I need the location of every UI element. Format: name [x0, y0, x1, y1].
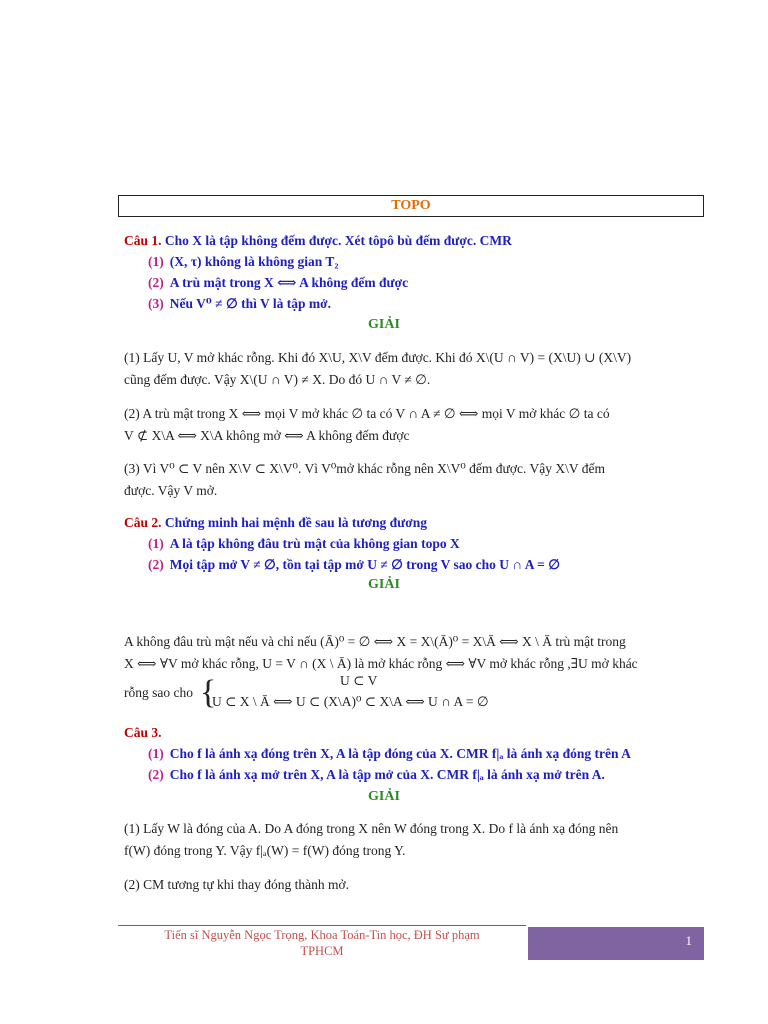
- item-text: A trù mật trong X ⟺ A không đếm được: [169, 275, 409, 290]
- q2-system-line: U ⊂ V: [340, 673, 378, 688]
- question-3-item-2: [148, 767, 605, 783]
- item-number: (2): [148, 557, 164, 572]
- q1-solution-line: (2) A trù mật trong X ⟺ mọi V mở khác ∅ ta có V ∩ A ≠ ∅ ⟺ mọi V mở khác ∅ ta có: [124, 406, 610, 421]
- footer-divider: [118, 925, 526, 926]
- solution-heading-2: GIẢI: [368, 577, 400, 592]
- solution-heading-3: GIẢI: [368, 789, 400, 804]
- q3-solution-line: (1) Lấy W là đóng của A. Do A đóng trong X nên W đóng trong X. Do f là ánh xạ đóng nên: [124, 821, 619, 836]
- solution-heading-1: GIẢI: [368, 317, 400, 332]
- question-2-item-1: [148, 536, 460, 552]
- q1-solution-line: cũng đếm được. Vậy X\(U ∩ V) ≠ X. Do đó U ∩ V ≠ ∅.: [124, 372, 431, 387]
- question-2-prompt: Chứng minh hai mệnh đề sau là tương đương: [164, 515, 427, 530]
- q1-solution-line: V ⊄ X\A ⟺ X\A không mở ⟺ A không đếm được: [124, 428, 410, 443]
- question-2-item-2: [148, 557, 560, 573]
- page-title: TOPO: [118, 195, 704, 217]
- question-1-item-3: [148, 296, 331, 312]
- footer-author: [118, 927, 526, 959]
- item-text: Cho f là ánh xạ đóng trên X, A là tập đóng của X. CMR f|ₐ là ánh xạ đóng trên A: [169, 746, 631, 761]
- question-3-item-1: [148, 746, 631, 762]
- question-1-item-1: [148, 254, 338, 270]
- item-number: (1): [148, 536, 164, 551]
- left-brace-icon: {: [200, 674, 217, 711]
- q3-solution-line: (2) CM tương tự khi thay đóng thành mở.: [124, 877, 350, 892]
- item-number: (3): [148, 296, 164, 311]
- q2-solution-line: rỗng sao cho: [124, 685, 193, 700]
- question-2-label: Câu 2.: [124, 515, 162, 530]
- question-1-item-2: [148, 275, 408, 291]
- q1-solution-line: được. Vậy V mở.: [124, 483, 218, 498]
- item-number: (2): [148, 275, 164, 290]
- q3-solution-line: f(W) đóng trong Y. Vậy f|ₐ(W) = f(W) đóng trong Y.: [124, 843, 406, 858]
- page-number: 1: [528, 927, 704, 960]
- question-1-heading: [124, 233, 512, 249]
- question-3-label: Câu 3.: [124, 725, 162, 740]
- q2-system-line: U ⊂ X \ Ā ⟺ U ⊂ (X\A)⁰ ⊂ X\A ⟺ U ∩ A = ∅: [212, 694, 489, 709]
- item-text: Cho f là ánh xạ mở trên X, A là tập mở của X. CMR f|ₐ là ánh xạ mở trên A.: [169, 767, 605, 782]
- footer-city-line: TPHCM: [300, 944, 344, 958]
- item-number: (2): [148, 767, 164, 782]
- item-number: (1): [148, 254, 164, 269]
- item-text: (X, τ) không là không gian T₂: [169, 254, 339, 269]
- question-1-label: Câu 1.: [124, 233, 162, 248]
- q1-solution-line: (3) Vì V⁰ ⊂ V nên X\V ⊂ X\V⁰. Vì V⁰mở khác rỗng nên X\V⁰ đếm được. Vậy X\V đếm: [124, 461, 605, 476]
- question-2-heading: [124, 515, 427, 531]
- question-3-heading: [124, 725, 162, 741]
- q2-solution-line: X ⟺ ∀V mở khác rỗng, U = V ∩ (X \ Ā) là mở khác rỗng ⟺ ∀V mở khác rỗng ,∃U mở khác: [124, 656, 638, 671]
- q2-solution-line: A không đâu trù mật nếu và chỉ nếu (Ā)⁰ = ∅ ⟺ X = X\(Ā)⁰ = X\Ā ⟺ X \ Ā trù mật trong: [124, 634, 626, 649]
- item-number: (1): [148, 746, 164, 761]
- q1-solution-line: (1) Lấy U, V mở khác rỗng. Khi đó X\U, X\V đếm được. Khi đó X\(U ∩ V) = (X\U) ∪ (X\V): [124, 350, 632, 365]
- item-text: Nếu V⁰ ≠ ∅ thì V là tập mở.: [169, 296, 331, 311]
- footer-author-line: Tiến sĩ Nguyễn Ngọc Trọng, Khoa Toán-Tin học, ĐH Sư phạm: [164, 928, 480, 942]
- item-text: Mọi tập mở V ≠ ∅, tồn tại tập mở U ≠ ∅ trong V sao cho U ∩ A = ∅: [169, 557, 560, 572]
- item-text: A là tập không đâu trù mật của không gian topo X: [169, 536, 460, 551]
- question-1-prompt: Cho X là tập không đếm được. Xét tôpô bù đếm được. CMR: [164, 233, 512, 248]
